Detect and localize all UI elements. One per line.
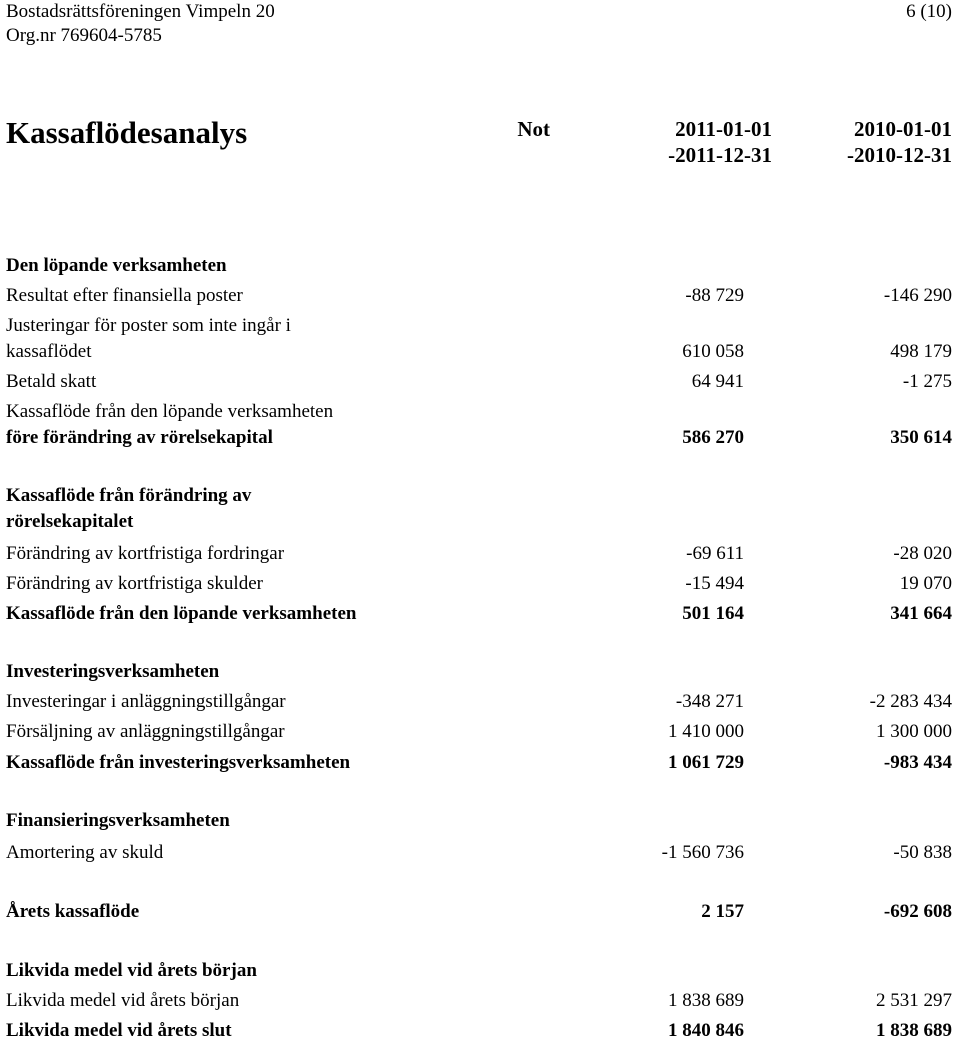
value-2011: 1 840 846 <box>668 1020 744 1041</box>
value-2011: -348 271 <box>675 691 744 712</box>
table-row <box>0 840 960 866</box>
value-2011: 1 061 729 <box>668 752 744 773</box>
value-2010: 498 179 <box>890 341 952 362</box>
row-label: Investeringar i anläggningstillgångar <box>6 691 286 712</box>
org-number: Org.nr 769604-5785 <box>6 25 162 46</box>
row-label: Den löpande verksamheten <box>6 255 227 276</box>
table-row <box>0 399 960 425</box>
table-row <box>0 719 960 745</box>
row-label: Resultat efter finansiella poster <box>6 285 243 306</box>
row-label: Finansieringsverksamheten <box>6 810 230 831</box>
value-2011: -15 494 <box>685 573 744 594</box>
value-2011: 64 941 <box>691 371 744 392</box>
table-row <box>0 1018 960 1044</box>
value-2011: 501 164 <box>682 603 744 624</box>
table-row <box>0 571 960 597</box>
table-row <box>0 659 960 685</box>
table-row <box>0 689 960 715</box>
row-label: Investeringsverksamheten <box>6 661 220 682</box>
table-row <box>0 808 960 834</box>
row-label: Kassaflöde från investeringsverksamheten <box>6 752 351 773</box>
value-2010: 350 614 <box>890 427 952 448</box>
table-row <box>0 339 960 365</box>
row-label: rörelsekapitalet <box>6 511 134 532</box>
column-header-not-label: Not <box>517 117 550 141</box>
table-row <box>0 958 960 984</box>
column-header-2011-end: -2011-12-31 <box>668 143 772 167</box>
value-2010: 19 070 <box>899 573 952 594</box>
org-name: Bostadsrättsföreningen Vimpeln 20 <box>6 1 275 22</box>
table-row <box>0 253 960 279</box>
table-row <box>0 899 960 925</box>
page-number: 6 (10) <box>906 1 952 22</box>
row-label: Likvida medel vid årets början <box>6 990 240 1011</box>
column-header-2010-start: 2010-01-01 <box>854 117 952 141</box>
table-row <box>0 601 960 627</box>
table-row <box>0 425 960 451</box>
table-row <box>0 509 960 535</box>
value-2011: 586 270 <box>682 427 744 448</box>
row-label: Kassaflöde från förändring av <box>6 485 252 506</box>
row-label: Justeringar för poster som inte ingår i <box>6 315 291 336</box>
value-2010: -2 283 434 <box>869 691 952 712</box>
row-label: Amortering av skuld <box>6 842 164 863</box>
value-2011: 1 410 000 <box>668 721 744 742</box>
value-2010: -50 838 <box>893 842 952 863</box>
row-label: Förändring av kortfristiga fordringar <box>6 543 285 564</box>
page-title: Kassaflödesanalys <box>6 115 248 150</box>
row-label: Försäljning av anläggningstillgångar <box>6 721 285 742</box>
row-label: Förändring av kortfristiga skulder <box>6 573 263 594</box>
value-2010: -28 020 <box>893 543 952 564</box>
column-header-2010-end: -2010-12-31 <box>847 143 952 167</box>
value-2010: -146 290 <box>883 285 952 306</box>
value-2010: 341 664 <box>890 603 952 624</box>
value-2010: 1 838 689 <box>876 1020 952 1041</box>
row-label: Likvida medel vid årets början <box>6 960 257 981</box>
value-2011: 1 838 689 <box>668 990 744 1011</box>
value-2011: 2 157 <box>701 901 744 922</box>
row-label: Kassaflöde från den löpande verksamheten <box>6 401 334 422</box>
column-header-2011-start: 2011-01-01 <box>675 117 772 141</box>
value-2011: -69 611 <box>686 543 744 564</box>
table-row <box>0 750 960 776</box>
table-row <box>0 988 960 1014</box>
value-2010: 1 300 000 <box>876 721 952 742</box>
row-label: Likvida medel vid årets slut <box>6 1020 232 1041</box>
value-2010: -1 275 <box>902 371 952 392</box>
value-2010: 2 531 297 <box>876 990 952 1011</box>
value-2011: -88 729 <box>685 285 744 306</box>
value-2010: -983 434 <box>883 752 952 773</box>
table-row <box>0 313 960 339</box>
value-2011: 610 058 <box>682 341 744 362</box>
row-label: före förändring av rörelsekapital <box>6 427 273 448</box>
row-label: Årets kassaflöde <box>6 901 140 922</box>
table-row <box>0 541 960 567</box>
value-2011: -1 560 736 <box>661 842 744 863</box>
table-row <box>0 283 960 309</box>
value-2010: -692 608 <box>883 901 952 922</box>
table-row <box>0 483 960 509</box>
table-row <box>0 369 960 395</box>
row-label: Betald skatt <box>6 371 97 392</box>
row-label: kassaflödet <box>6 341 92 362</box>
row-label: Kassaflöde från den löpande verksamheten <box>6 603 357 624</box>
